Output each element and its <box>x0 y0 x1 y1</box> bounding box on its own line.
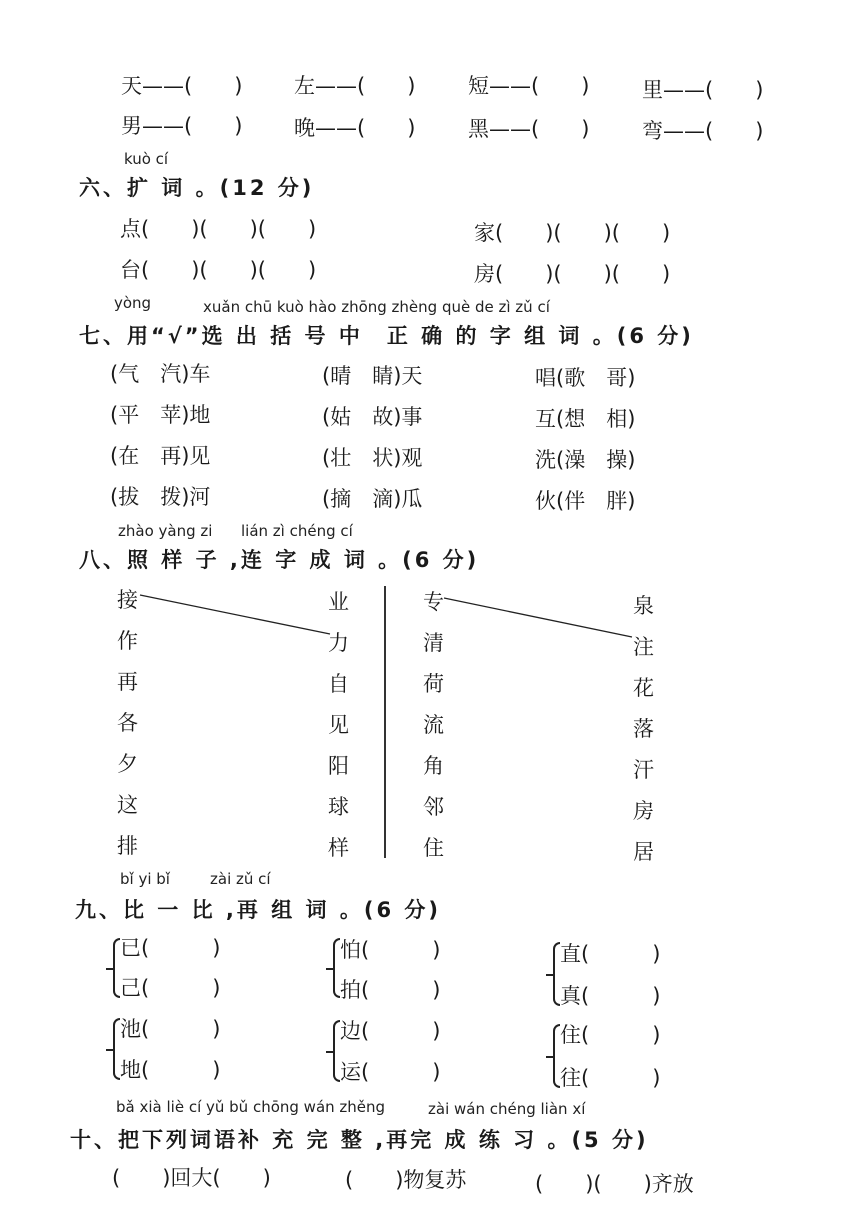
char-cell: 力 <box>328 631 349 655</box>
char-cell: 接 <box>117 588 138 612</box>
char-cell: 邻 <box>423 795 444 819</box>
section-title: 七、用“√”选 出 括 号 中 正 确 的 字 组 词 。(6 分) <box>79 324 694 348</box>
section-title: 六、扩 词 。(12 分) <box>79 176 315 200</box>
char-cell: 各 <box>117 711 138 735</box>
antonym-item: 弯——( ) <box>642 119 764 143</box>
column-divider <box>384 586 386 858</box>
compare-item: 怕( ) <box>340 938 441 962</box>
choice-item: (气 汽)车 <box>110 362 211 386</box>
char-cell: 流 <box>423 713 444 737</box>
choice-item: (壮 状)观 <box>322 446 423 470</box>
section-pinyin: zài zǔ cí <box>210 870 271 888</box>
char-cell: 业 <box>328 590 349 614</box>
brace-icon <box>113 1018 120 1080</box>
choice-item: (平 苹)地 <box>110 403 211 427</box>
section-pinyin: lián zì chéng cí <box>241 522 353 540</box>
char-cell: 花 <box>633 676 654 700</box>
char-cell: 这 <box>117 793 138 817</box>
compare-item: 池( ) <box>120 1017 221 1041</box>
char-cell: 房 <box>633 799 654 823</box>
compare-item: 拍( ) <box>340 978 441 1002</box>
brace-icon <box>553 942 560 1006</box>
compare-item: 已( ) <box>120 936 221 960</box>
char-cell: 自 <box>328 672 349 696</box>
compare-item: 己( ) <box>120 976 221 1000</box>
section-pinyin: zhào yàng zi <box>118 522 213 540</box>
char-cell: 泉 <box>633 594 654 618</box>
choice-item: (拔 拨)河 <box>110 485 211 509</box>
choice-item: 互(想 相) <box>535 407 636 431</box>
choice-item: 伙(伴 胖) <box>535 489 636 513</box>
antonym-item: 左——( ) <box>294 74 416 98</box>
compare-item: 住( ) <box>560 1023 661 1047</box>
choice-item: 唱(歌 哥) <box>535 366 636 390</box>
section-pinyin: zài wán chéng liàn xí <box>428 1100 586 1118</box>
brace-icon <box>333 1020 340 1082</box>
char-cell: 作 <box>117 629 138 653</box>
compare-item: 地( ) <box>120 1058 221 1082</box>
choice-item: (姑 故)事 <box>322 405 423 429</box>
char-cell: 阳 <box>328 754 349 778</box>
section-title: 十、把下列词语补 充 完 整 ,再完 成 练 习 。(5 分) <box>70 1128 649 1152</box>
compare-item: 边( ) <box>340 1019 441 1043</box>
compare-item: 运( ) <box>340 1060 441 1084</box>
antonym-item: 男——( ) <box>121 114 243 138</box>
choice-item: (晴 睛)天 <box>322 364 423 388</box>
brace-icon <box>113 938 120 998</box>
char-cell: 清 <box>423 631 444 655</box>
section-pinyin: yòng <box>114 294 152 312</box>
char-cell: 夕 <box>117 752 138 776</box>
complete-item: ( )物复苏 <box>345 1168 467 1192</box>
expand-item: 台( )( )( ) <box>120 258 317 282</box>
compare-item: 直( ) <box>560 942 661 966</box>
section-title: 八、照 样 子 ,连 字 成 词 。(6 分) <box>79 548 480 572</box>
char-cell: 角 <box>423 754 444 778</box>
complete-item: ( )回大( ) <box>112 1166 271 1190</box>
brace-icon <box>553 1024 560 1088</box>
char-cell: 居 <box>633 840 654 864</box>
char-cell: 汗 <box>633 758 654 782</box>
section-title: 九、比 一 比 ,再 组 词 。(6 分) <box>75 898 441 922</box>
antonym-item: 短——( ) <box>468 74 590 98</box>
complete-item: ( )( )齐放 <box>535 1172 694 1196</box>
antonym-item: 天——( ) <box>121 74 243 98</box>
antonym-item: 里——( ) <box>642 78 764 102</box>
expand-item: 家( )( )( ) <box>474 221 671 245</box>
char-cell: 注 <box>633 635 654 659</box>
char-cell: 球 <box>328 795 349 819</box>
section-pinyin: xuǎn chū kuò hào zhōng zhèng què de zì zǔ cí <box>203 298 550 316</box>
char-cell: 排 <box>117 834 138 858</box>
expand-item: 点( )( )( ) <box>120 217 317 241</box>
char-cell: 见 <box>328 713 349 737</box>
char-cell: 落 <box>633 717 654 741</box>
char-cell: 样 <box>328 836 349 860</box>
brace-icon <box>333 938 340 998</box>
char-cell: 专 <box>423 590 444 614</box>
char-cell: 再 <box>117 670 138 694</box>
compare-item: 往( ) <box>560 1066 661 1090</box>
antonym-item: 黑——( ) <box>468 117 590 141</box>
antonym-item: 晚——( ) <box>294 116 416 140</box>
section-pinyin: bǐ yi bǐ <box>120 870 170 888</box>
section-pinyin: bǎ xià liè cí yǔ bǔ chōng wán zhěng <box>116 1098 386 1116</box>
char-cell: 荷 <box>423 672 444 696</box>
compare-item: 真( ) <box>560 984 661 1008</box>
section-pinyin: kuò cí <box>124 150 169 168</box>
choice-item: (摘 滴)瓜 <box>322 487 423 511</box>
expand-item: 房( )( )( ) <box>474 262 671 286</box>
choice-item: 洗(澡 操) <box>535 448 636 472</box>
char-cell: 住 <box>423 836 444 860</box>
choice-item: (在 再)见 <box>110 444 211 468</box>
